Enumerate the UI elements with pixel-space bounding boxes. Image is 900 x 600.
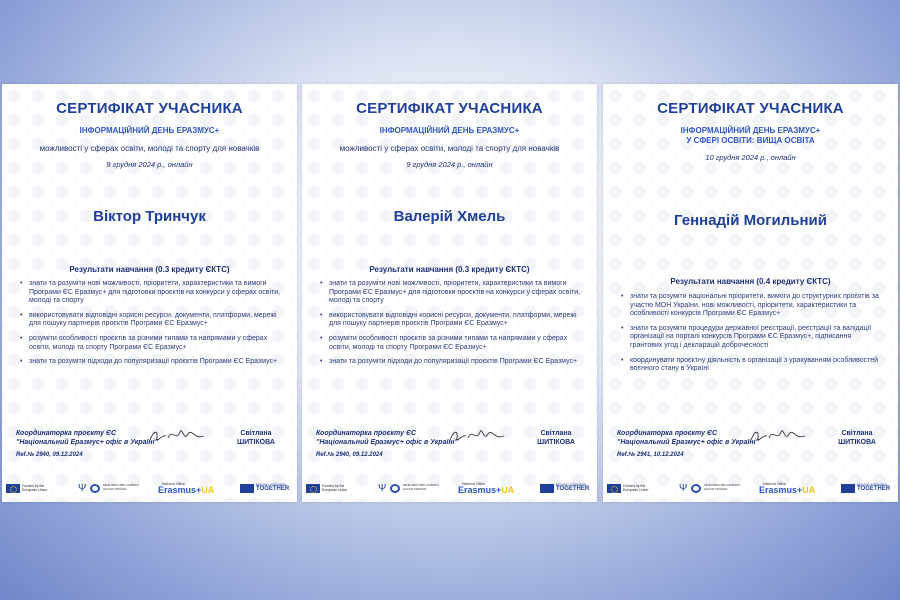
results-heading: Результати навчання (0.4 кредиту ЄКТС) (670, 277, 831, 286)
mft-big: TOGETHER (857, 486, 891, 492)
event-line-1: ІНФОРМАЦІЙНИЙ ДЕНЬ ЕРАЗМУС+ (680, 126, 821, 135)
coordinator-title (16, 430, 166, 447)
mon-logo-icon (390, 484, 400, 493)
outcome-item: • розуміти особливості проєктів за різними типами та напрямами у сферах освіти, молоді та спорту Програми ЄС Еразмус+ (320, 335, 581, 352)
coordinator-line-2: "Національний Еразмус+ офіс в Україні" (16, 438, 158, 446)
moving-forward-logo (256, 483, 296, 491)
erasmus-office-label: National Office (462, 482, 485, 486)
mon-text: МІНІСТЕРСТВО ОСВІТИ І НАУКИ УКРАЇНИ (103, 483, 140, 491)
eu-funded-text: Funded by the European Union (22, 484, 48, 492)
signer-first-name: Світлана (240, 430, 272, 437)
signer-name (224, 430, 288, 447)
signer-last-name: ШИТІКОВА (237, 438, 275, 446)
logo-strip (603, 482, 898, 496)
learning-outcomes (20, 280, 281, 373)
event-line-1: ІНФОРМАЦІЙНИЙ ДЕНЬ ЕРАЗМУС+ (379, 126, 520, 135)
certificate-1 (2, 84, 297, 502)
mon-logo-icon (691, 484, 701, 493)
eu-flag-icon (607, 484, 621, 493)
event-line-2: У СФЕРІ ОСВІТИ: ВИЩА ОСВІТА (686, 136, 815, 145)
event-date: 10 грудня 2024 р., онлайн (705, 153, 796, 162)
erasmus-word: Erasmus+ (458, 485, 502, 495)
event-subtitle: можливості у сферах освіти, молоді та спорту для новачків (339, 144, 560, 153)
participant-name: Валерій Хмель (393, 208, 506, 225)
moving-forward-logo (857, 483, 897, 491)
coordinator-line-2: "Національний Еразмус+ офіс в Україні" (316, 438, 458, 446)
learning-outcomes (320, 280, 581, 373)
certificate-3 (603, 84, 898, 502)
coordinator-line-1: Координаторка проєкту ЄС (16, 430, 117, 437)
signature-icon (448, 424, 506, 446)
coordinator-line-2: "Національний Еразмус+ офіс в Україні" (617, 438, 759, 446)
outcome-item: • знати та розуміти підходи до популяризації проєктів Програми ЄС Еразмус+ (20, 358, 281, 367)
erasmus-ua: UA (201, 485, 215, 495)
eu-flag-icon (6, 484, 20, 493)
learning-outcomes (621, 293, 882, 380)
signer-first-name: Світлана (841, 430, 873, 437)
outcome-item: • знати та розуміти нові можливості, пріоритети, характеристики та вимоги Програми ЄС Еразмус+ для підготовки проєктів на конкурси у сферах освіти, молоді та спорту (20, 280, 281, 306)
mon-logo-icon (90, 484, 100, 493)
signer-first-name: Світлана (540, 430, 572, 437)
mft-flag-icon (540, 484, 554, 493)
eu-flag-icon (306, 484, 320, 493)
mft-big: TOGETHER (556, 486, 590, 492)
coordinator-line-1: Координаторка проєкту ЄС (316, 430, 417, 437)
signer-last-name: ШИТІКОВА (838, 438, 876, 446)
mft-small: MOVING FORWARD (256, 483, 287, 487)
mon-text: МІНІСТЕРСТВО ОСВІТИ І НАУКИ УКРАЇНИ (704, 483, 741, 491)
signature-icon (148, 424, 206, 446)
erasmus-logo (158, 485, 214, 495)
event-date: 9 грудня 2024 р., онлайн (406, 160, 493, 169)
erasmus-ua: UA (802, 485, 816, 495)
coordinator-line-1: Координаторка проєкту ЄС (617, 430, 718, 437)
participant-name: Геннадій Могильний (673, 212, 827, 229)
reference-number: Ref.№ 2940, 09.12.2024 (316, 452, 383, 458)
outcome-item: • використовувати відповідні корисні ресурси, документи, платформи, мережі для пошуку партнерів проєктів Програми ЄС Еразмус+ (20, 312, 281, 329)
participant-name: Віктор Тринчук (93, 208, 206, 225)
results-heading: Результати навчання (0.3 кредиту ЄКТС) (369, 265, 530, 274)
outcome-item: • координувати проєктну діяльність в організації з урахуванням особливостей воєнного стану в Україні (621, 357, 882, 374)
event-name (603, 126, 898, 146)
trident-icon: Ψ (378, 483, 387, 494)
reference-number: Ref.№ 2941, 10.12.2024 (617, 452, 684, 458)
signer-name (524, 430, 588, 447)
mft-big: TOGETHER (256, 486, 290, 492)
outcome-item: • знати та розуміти національні пріоритети, вимоги до структурних проєктів за участю МОН України, нові можливості, пріоритети, характеристики та особливості конкурсів Програми ЄС Еразмус+ (621, 293, 882, 319)
erasmus-logo (759, 485, 815, 495)
event-name (302, 126, 597, 136)
mft-small: MOVING FORWARD (857, 483, 888, 487)
certificate-2 (302, 84, 597, 502)
erasmus-office-label: National Office (162, 482, 185, 486)
signer-last-name: ШИТІКОВА (537, 438, 575, 446)
mft-small: MOVING FORWARD (556, 483, 587, 487)
certificate-title: СЕРТИФІКАТ УЧАСНИКА (657, 100, 844, 117)
eu-funded-text: Funded by the European Union (322, 484, 348, 492)
certificate-title: СЕРТИФІКАТ УЧАСНИКА (56, 100, 243, 117)
coordinator-title (316, 430, 466, 447)
outcome-item: • розуміти особливості проєктів за різними типами та напрямами у сферах освіти, молоді та спорту Програми ЄС Еразмус+ (20, 335, 281, 352)
erasmus-office-label: National Office (763, 482, 786, 486)
event-name (2, 126, 297, 136)
outcome-item: • знати та розуміти підходи до популяризації проєктів Програми ЄС Еразмус+ (320, 358, 581, 367)
coordinator-title (617, 430, 767, 447)
moving-forward-logo (556, 483, 596, 491)
erasmus-word: Erasmus+ (759, 485, 803, 495)
trident-icon: Ψ (679, 483, 688, 494)
mft-flag-icon (841, 484, 855, 493)
erasmus-word: Erasmus+ (158, 485, 202, 495)
outcome-item: • знати та розуміти нові можливості, пріоритети, характеристики та вимоги Програми ЄС Еразмус+ для підготовки проєктів на конкурси у сферах освіти, молоді та спорту (320, 280, 581, 306)
certificate-title: СЕРТИФІКАТ УЧАСНИКА (356, 100, 543, 117)
signer-name (825, 430, 889, 447)
trident-icon: Ψ (78, 483, 87, 494)
outcome-item: • знати та розуміти процедури державної реєстрації, реєстрації та валідації організації на порталі конкурсів Програми ЄС Еразмус+, підписання грантових угод і декларацій доброчесності (621, 325, 882, 351)
event-subtitle: можливості у сферах освіти, молоді та спорту для новачків (39, 144, 260, 153)
results-heading: Результати навчання (0.3 кредиту ЄКТС) (69, 265, 230, 274)
event-line-1: ІНФОРМАЦІЙНИЙ ДЕНЬ ЕРАЗМУС+ (79, 126, 220, 135)
outcome-item: • використовувати відповідні корисні ресурси, документи, платформи, мережі для пошуку партнерів проєктів Програми ЄС Еразмус+ (320, 312, 581, 329)
logo-strip (2, 482, 297, 496)
event-date: 9 грудня 2024 р., онлайн (106, 160, 193, 169)
eu-funded-text: Funded by the European Union (623, 484, 649, 492)
erasmus-ua: UA (501, 485, 515, 495)
mon-text: МІНІСТЕРСТВО ОСВІТИ І НАУКИ УКРАЇНИ (403, 483, 440, 491)
reference-number: Ref.№ 2940, 09.12.2024 (16, 452, 83, 458)
signature-icon (749, 424, 807, 446)
logo-strip (302, 482, 597, 496)
mft-flag-icon (240, 484, 254, 493)
erasmus-logo (458, 485, 514, 495)
